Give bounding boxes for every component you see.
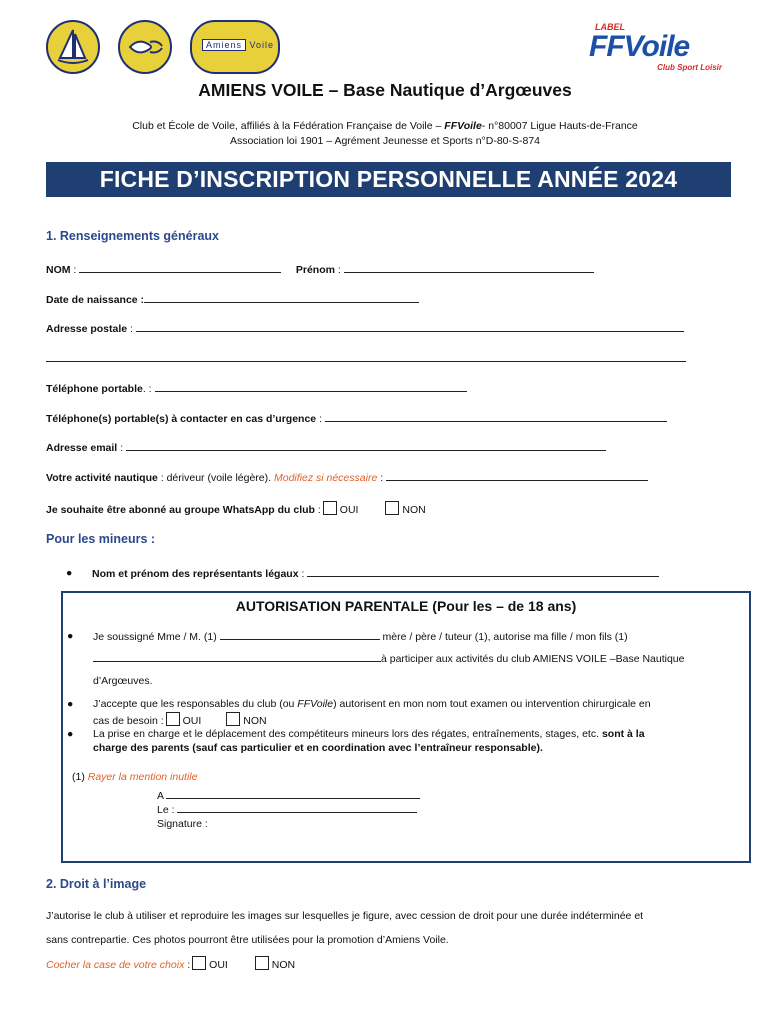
affiliation-number: - n°80007 Ligue Hauts-de-France	[481, 120, 638, 132]
activity-label: Votre activité nautique	[46, 472, 158, 484]
address-field[interactable]	[136, 322, 684, 332]
nom-field[interactable]	[79, 263, 281, 273]
section-1-heading: 1. Renseignements généraux	[46, 229, 219, 243]
section-2-heading: 2. Droit à l’image	[46, 877, 147, 891]
activity-field[interactable]	[386, 471, 648, 481]
dob-field[interactable]	[144, 293, 419, 303]
representatives-label: Nom et prénom des représentants légaux	[92, 568, 299, 580]
surgery-non-checkbox[interactable]	[226, 712, 240, 726]
note-text: Rayer la mention inutile	[87, 771, 198, 783]
auth-line-7	[93, 742, 543, 754]
auth-line-6-start: La prise en charge et le déplacement des compétiteurs mineurs lors des régates, entraînements, stages, etc.	[93, 728, 602, 740]
amiens-voile-logo	[190, 20, 280, 74]
urgent-phone-row: Téléphone(s) portable(s) à contacter en cas d’urgence :	[46, 412, 667, 425]
auth-line-4-start: J’accepte que les responsables du club (ou	[93, 698, 298, 710]
ffvoile-sub-text: Club Sport Loisir	[657, 63, 722, 72]
surgery-non-label: NON	[243, 715, 267, 727]
auth-line-3: d’Argœuves.	[93, 675, 153, 687]
logo-text-voile: Voile	[249, 40, 275, 50]
prenom-field[interactable]	[344, 263, 594, 273]
address-row: Adresse postale :	[46, 322, 684, 335]
email-row: Adresse email :	[46, 441, 606, 454]
authorization-title: AUTORISATION PARENTALE (Pour les – de 18 ans)	[235, 598, 577, 614]
bullet-icon: ●	[67, 698, 74, 710]
email-label: Adresse email	[46, 442, 118, 454]
activity-modify-note: Modifiez si nécessaire	[273, 472, 378, 484]
nom-label: NOM	[46, 264, 71, 276]
email-field[interactable]	[126, 441, 606, 451]
phone-label: Téléphone portable	[46, 383, 143, 395]
date-field[interactable]	[177, 803, 417, 813]
prenom-label: Prénom	[295, 264, 335, 276]
auth-line-7-text: charge des parents (sauf cas particulier et en coordination avec l’entraîneur responsable).	[93, 742, 543, 754]
ffvoile-label-text: LABEL	[595, 22, 625, 32]
image-rights-text-1: J’autorise le club à utiliser et reproduire les images sur lesquelles je figure, avec cession de droit pour une durée indéterminée et	[46, 910, 644, 922]
place-label: A	[157, 790, 164, 802]
auth-line-5-text: cas de besoin :	[93, 715, 164, 727]
whatsapp-row: Je souhaite être abonné au groupe WhatsApp du club : OUI NON	[46, 501, 426, 516]
phone-row	[46, 382, 467, 395]
place-field[interactable]	[166, 789, 420, 799]
auth-line-4	[67, 698, 651, 710]
minors-heading: Pour les mineurs :	[46, 532, 156, 546]
note-number: (1)	[72, 771, 88, 783]
ffvoile-label-logo	[589, 22, 724, 74]
activity-row: Votre activité nautique : dériveur (voile légère). Modifiez si nécessaire :	[46, 471, 648, 484]
choice-instruction: Cocher la case de votre choix	[46, 959, 185, 971]
affiliation-text: Club et École de Voile, affiliés à la Fédération Française de Voile –	[132, 120, 445, 132]
auth-line-5	[93, 712, 267, 727]
bullet-icon: ●	[66, 567, 73, 579]
phone-suffix: . :	[142, 383, 152, 395]
signature-row: Signature :	[157, 818, 208, 830]
auth-line-6	[67, 728, 645, 740]
place-row	[157, 789, 420, 802]
guardian-name-field[interactable]	[220, 630, 380, 640]
auth-line-2	[93, 652, 685, 665]
representatives-row: ● Nom et prénom des représentants légaux :	[92, 567, 659, 580]
whatsapp-non-label: NON	[402, 504, 426, 516]
fish-logo-icon	[118, 20, 172, 74]
name-row: NOM : Prénom :	[46, 263, 594, 276]
ffvoile-ff-text: FF	[589, 30, 624, 63]
whatsapp-non-checkbox[interactable]	[385, 501, 399, 515]
address-label: Adresse postale	[46, 323, 128, 335]
image-non-label: NON	[271, 959, 296, 971]
surgery-oui-label: OUI	[182, 715, 202, 727]
image-oui-label: OUI	[209, 959, 228, 971]
bullet-icon: ●	[67, 728, 74, 740]
urgent-phone-label: Téléphone(s) portable(s) à contacter en cas d’urgence	[46, 413, 317, 425]
auth-line-6-bold: sont à la	[601, 728, 645, 740]
whatsapp-oui-label: OUI	[339, 504, 359, 516]
phone-field[interactable]	[155, 382, 467, 392]
dob-label: Date de naissance :	[46, 294, 145, 306]
logo-text-amiens: Amiens	[202, 39, 246, 51]
auth-line-4-end: ) autorisent en mon nom tout examen ou intervention chirurgicale en	[333, 698, 651, 710]
date-label: Le :	[157, 804, 175, 816]
activity-value: : dériveur (voile légère).	[157, 472, 274, 484]
date-row	[157, 803, 417, 816]
auth-line-2-text: à participer aux activités du club AMIENS VOILE –Base Nautique	[381, 653, 685, 665]
dob-row	[46, 293, 419, 306]
form-banner: FICHE D’INSCRIPTION PERSONNELLE ANNÉE 2024	[46, 162, 731, 197]
ffvoile-voile-text: Voile	[623, 30, 690, 63]
sailboat-logo-icon	[46, 20, 100, 74]
auth-line-1	[67, 630, 628, 643]
note-line	[72, 771, 197, 783]
affiliation-line	[0, 120, 770, 132]
address-row-2	[46, 352, 686, 365]
page-title: AMIENS VOILE – Base Nautique d’Argœuves	[198, 80, 572, 100]
image-non-checkbox[interactable]	[255, 956, 269, 970]
ffvoile-name: FFVoile	[444, 120, 482, 132]
representatives-field[interactable]	[307, 567, 659, 577]
auth-line-1-start: Je soussigné Mme / M. (1)	[93, 631, 217, 643]
auth-line-1-end: mère / père / tuteur (1), autorise ma fille / mon fils (1)	[382, 631, 628, 643]
association-line: Association loi 1901 – Agrément Jeunesse et Sports n°D-80-S-874	[229, 135, 541, 147]
image-rights-text-2: sans contrepartie. Ces photos pourront être utilisées pour la promotion d’Amiens Voile.	[46, 934, 449, 946]
child-name-field[interactable]	[93, 652, 381, 662]
image-rights-choice-row: Cocher la case de votre choix : OUI NON	[46, 956, 295, 971]
surgery-oui-checkbox[interactable]	[166, 712, 180, 726]
urgent-phone-field[interactable]	[325, 412, 667, 422]
bullet-icon: ●	[67, 630, 74, 642]
auth-ffvoile: FFVoile	[297, 698, 334, 710]
whatsapp-label: Je souhaite être abonné au groupe WhatsApp du club	[46, 504, 315, 516]
whatsapp-oui-checkbox[interactable]	[323, 501, 337, 515]
image-oui-checkbox[interactable]	[192, 956, 206, 970]
address-field-2[interactable]	[46, 352, 686, 362]
